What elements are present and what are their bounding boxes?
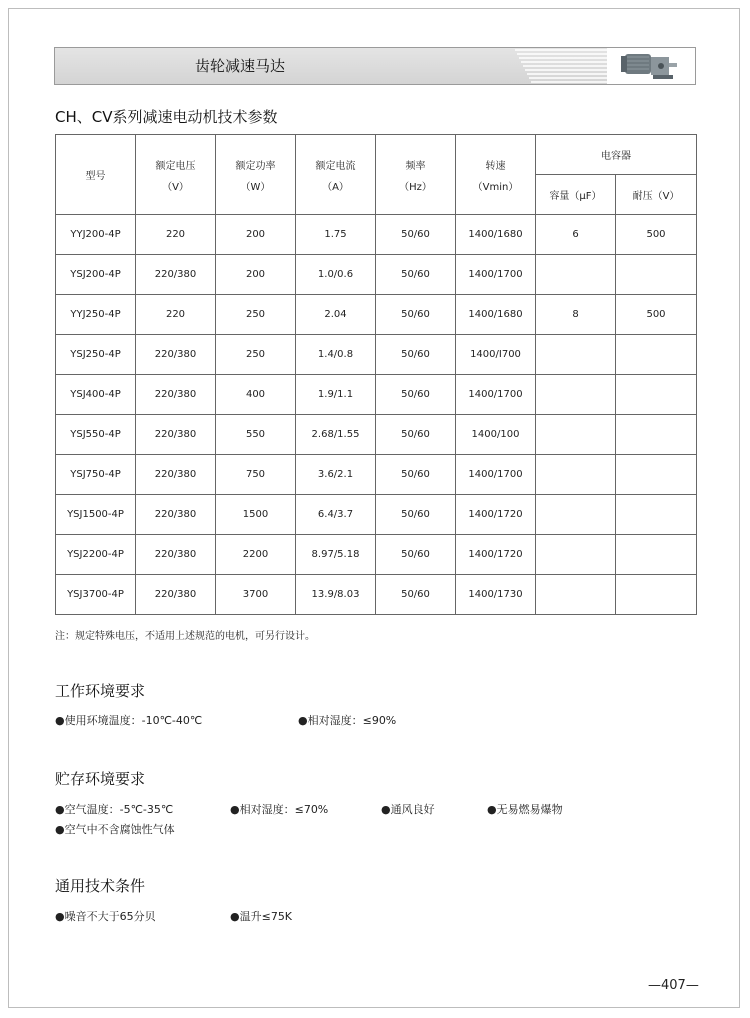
cell-speed: 1400/1680	[456, 215, 536, 255]
cell-frequency: 50/60	[376, 575, 456, 615]
table-row	[56, 495, 697, 535]
working-env-item: ●使用环境温度：-10℃-40℃	[55, 714, 203, 727]
header-voltage-label: 额定电压	[155, 160, 196, 172]
cell-withstand	[616, 415, 697, 455]
header-voltage-unit: （V）	[162, 181, 189, 193]
cell-model: YYJ250-4P	[56, 295, 136, 335]
cell-frequency: 50/60	[376, 415, 456, 455]
header-speed-unit: （Vmin）	[472, 181, 519, 193]
gear-motor-icon	[607, 48, 696, 84]
cell-voltage: 220/380	[136, 335, 216, 375]
cell-frequency: 50/60	[376, 215, 456, 255]
cell-frequency: 50/60	[376, 255, 456, 295]
cell-withstand	[616, 455, 697, 495]
cell-frequency: 50/60	[376, 495, 456, 535]
cell-withstand	[616, 375, 697, 415]
table-row	[56, 575, 697, 615]
cell-current: 1.9/1.1	[296, 375, 376, 415]
header-frequency-unit: （Hz）	[399, 181, 432, 193]
cell-withstand: 500	[616, 215, 697, 255]
cell-voltage: 220	[136, 215, 216, 255]
cell-model: YSJ750-4P	[56, 455, 136, 495]
header-frequency	[376, 135, 456, 215]
table-row	[56, 255, 697, 295]
cell-voltage: 220/380	[136, 575, 216, 615]
cell-power: 200	[216, 255, 296, 295]
cell-speed: 1400/1700	[456, 375, 536, 415]
header-power-unit: （W）	[240, 181, 271, 193]
cell-withstand	[616, 495, 697, 535]
cell-capacity	[536, 335, 616, 375]
cell-model: YSJ400-4P	[56, 375, 136, 415]
cell-withstand: 500	[616, 295, 697, 335]
general-item: ●温升≤75K	[230, 910, 293, 923]
cell-model: YSJ250-4P	[56, 335, 136, 375]
table-row	[56, 375, 697, 415]
header-voltage	[136, 135, 216, 215]
cell-capacity: 8	[536, 295, 616, 335]
cell-voltage: 220/380	[136, 495, 216, 535]
cell-capacity	[536, 375, 616, 415]
cell-power: 2200	[216, 535, 296, 575]
cell-power: 400	[216, 375, 296, 415]
cell-capacity	[536, 255, 616, 295]
cell-capacity	[536, 575, 616, 615]
cell-speed: 1400/1700	[456, 455, 536, 495]
header-capacity: 容量（μF）	[536, 175, 616, 215]
cell-power: 550	[216, 415, 296, 455]
banner-stripes	[495, 48, 615, 84]
header-current-label: 额定电流	[315, 160, 356, 172]
working-env-title: 工作环境要求	[55, 682, 146, 700]
header-speed	[456, 135, 536, 215]
cell-voltage: 220/380	[136, 535, 216, 575]
header-current-unit: （A）	[322, 181, 349, 193]
cell-speed: 1400/1720	[456, 535, 536, 575]
cell-model: YSJ1500-4P	[56, 495, 136, 535]
table-body	[56, 215, 697, 615]
cell-voltage: 220/380	[136, 255, 216, 295]
cell-frequency: 50/60	[376, 335, 456, 375]
cell-model: YSJ550-4P	[56, 415, 136, 455]
cell-power: 3700	[216, 575, 296, 615]
cell-speed: 1400/1700	[456, 255, 536, 295]
table-row	[56, 295, 697, 335]
cell-power: 200	[216, 215, 296, 255]
storage-env-item: ●相对湿度：≤70%	[230, 803, 329, 816]
cell-power: 250	[216, 335, 296, 375]
header-current	[296, 135, 376, 215]
table-section-title: CH、CV系列减速电动机技术参数	[55, 108, 278, 126]
cell-current: 2.68/1.55	[296, 415, 376, 455]
cell-speed: 1400/1680	[456, 295, 536, 335]
cell-voltage: 220	[136, 295, 216, 335]
cell-current: 6.4/3.7	[296, 495, 376, 535]
header-power-label: 额定功率	[235, 160, 276, 172]
storage-env-item: ●通风良好	[381, 803, 435, 816]
motor-image	[607, 48, 696, 84]
cell-current: 1.0/0.6	[296, 255, 376, 295]
header-power	[216, 135, 296, 215]
table-header-row	[56, 135, 697, 175]
table-row	[56, 535, 697, 575]
spec-table	[55, 134, 697, 615]
header-speed-label: 转速	[485, 160, 506, 172]
table-row	[56, 215, 697, 255]
cell-model: YSJ2200-4P	[56, 535, 136, 575]
cell-frequency: 50/60	[376, 535, 456, 575]
table-row	[56, 415, 697, 455]
cell-current: 13.9/8.03	[296, 575, 376, 615]
storage-env-title: 贮存环境要求	[55, 770, 146, 788]
storage-env-item: ●空气温度：-5℃-35℃	[55, 803, 174, 816]
header-withstand: 耐压（V）	[616, 175, 697, 215]
header-frequency-label: 频率	[405, 160, 426, 172]
cell-withstand	[616, 575, 697, 615]
cell-frequency: 50/60	[376, 375, 456, 415]
header-capacitor: 电容器	[536, 135, 697, 175]
header-banner	[54, 47, 696, 85]
cell-capacity	[536, 535, 616, 575]
table-note: 注：规定特殊电压，不适用上述规范的电机，可另行设计。	[55, 631, 315, 642]
cell-model: YSJ3700-4P	[56, 575, 136, 615]
cell-power: 1500	[216, 495, 296, 535]
cell-speed: 1400/100	[456, 415, 536, 455]
cell-current: 8.97/5.18	[296, 535, 376, 575]
storage-env-item: ●无易燃易爆物	[487, 803, 563, 816]
header-model: 型号	[56, 135, 136, 215]
cell-current: 3.6/2.1	[296, 455, 376, 495]
cell-voltage: 220/380	[136, 415, 216, 455]
cell-capacity	[536, 495, 616, 535]
cell-power: 250	[216, 295, 296, 335]
cell-voltage: 220/380	[136, 375, 216, 415]
cell-frequency: 50/60	[376, 455, 456, 495]
cell-power: 750	[216, 455, 296, 495]
cell-withstand	[616, 535, 697, 575]
cell-withstand	[616, 335, 697, 375]
cell-model: YYJ200-4P	[56, 215, 136, 255]
cell-capacity	[536, 415, 616, 455]
cell-speed: 1400/I700	[456, 335, 536, 375]
cell-capacity: 6	[536, 215, 616, 255]
cell-current: 1.75	[296, 215, 376, 255]
table-row	[56, 335, 697, 375]
working-env-item: ●相对湿度：≤90%	[298, 714, 397, 727]
cell-model: YSJ200-4P	[56, 255, 136, 295]
storage-env-item: ●空气中不含腐蚀性气体	[55, 823, 175, 836]
cell-frequency: 50/60	[376, 295, 456, 335]
cell-current: 1.4/0.8	[296, 335, 376, 375]
general-item: ●噪音不大于65分贝	[55, 910, 156, 923]
general-title: 通用技术条件	[55, 877, 146, 895]
cell-speed: 1400/1730	[456, 575, 536, 615]
table-row	[56, 455, 697, 495]
cell-voltage: 220/380	[136, 455, 216, 495]
cell-withstand	[616, 255, 697, 295]
cell-current: 2.04	[296, 295, 376, 335]
page-title: 齿轮减速马达	[194, 57, 285, 75]
cell-capacity	[536, 455, 616, 495]
cell-speed: 1400/1720	[456, 495, 536, 535]
page-number: —407—	[648, 978, 699, 993]
